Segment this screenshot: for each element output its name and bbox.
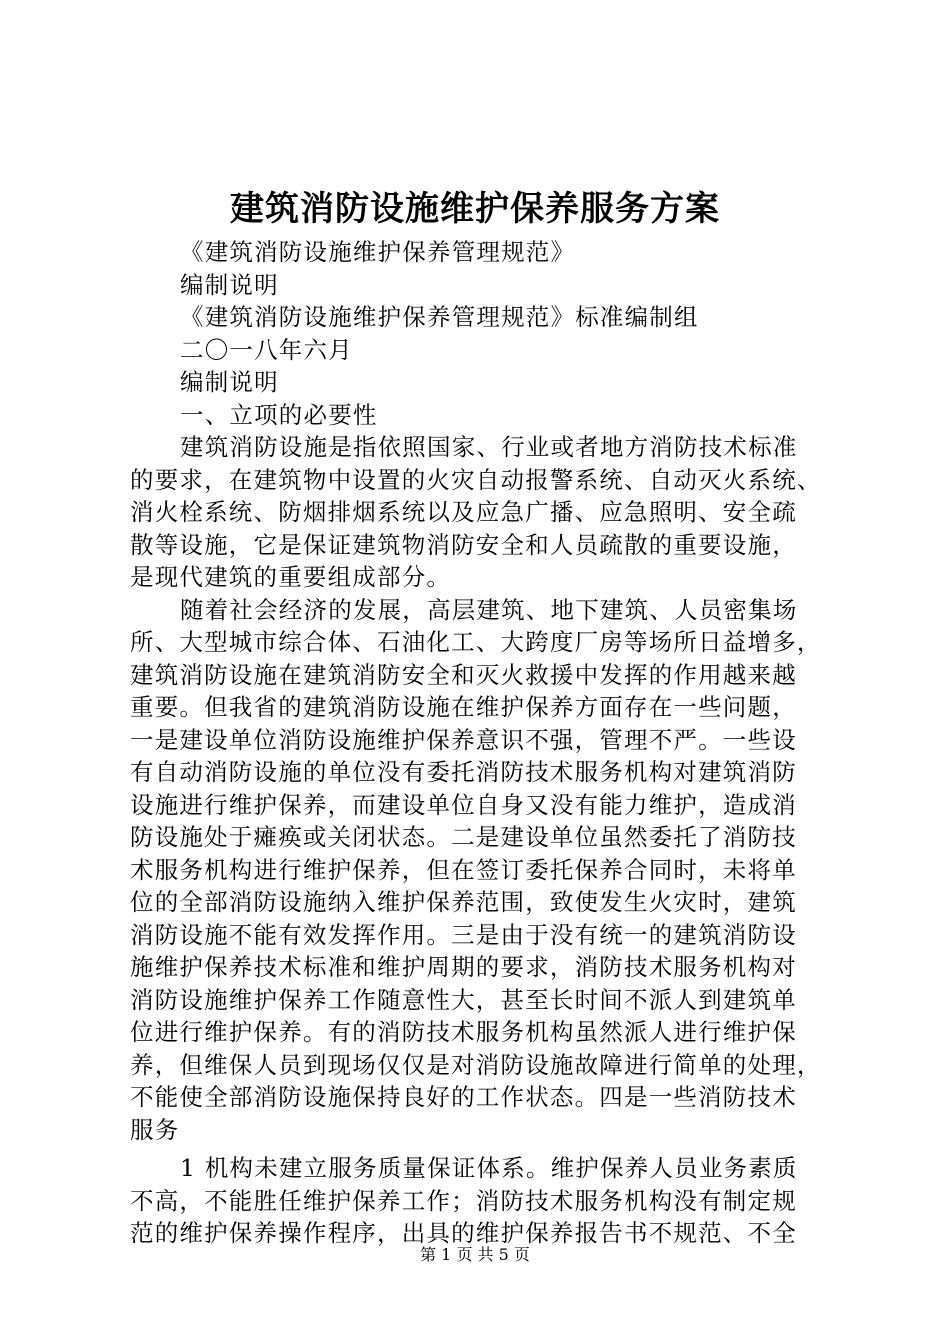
paragraph-line: 施维护保养技术标准和维护周期的要求，消防技术服务机构对	[130, 953, 797, 981]
paragraph-line: 的要求，在建筑物中设置的火灾自动报警系统、自动灭火系统、	[130, 465, 822, 494]
paragraph-line: 消防设施维护保养工作随意性大，甚至长时间不派人到建筑单	[130, 985, 797, 1014]
paragraph-line: 建筑消防设施是指依照国家、行业或者地方消防技术标准	[180, 433, 798, 461]
paragraph-line: 位进行维护保养。有的消防技术服务机构虽然派人进行维护保	[130, 1018, 797, 1046]
page-number-footer: 第 1 页 共 5 页	[420, 1245, 530, 1264]
paragraph-line: 一是建设单位消防设施维护保养意识不强，管理不严。一些设	[130, 725, 797, 754]
section-heading: 一、立项的必要性	[180, 400, 378, 429]
paragraph-line: 范的维护保养操作程序，出具的维护保养报告书不规范、不全	[130, 1219, 797, 1247]
paragraph-line: 重要。但我省的建筑消防设施在维护保养方面存在一些问题，	[130, 693, 797, 721]
paragraph-line: 有自动消防设施的单位没有委托消防技术服务机构对建筑消防	[130, 758, 797, 786]
paragraph-line: 不高，不能胜任维护保养工作；消防技术服务机构没有制定规	[130, 1186, 797, 1215]
paragraph-line: 1 机构未建立服务质量保证体系。维护保养人员业务素质	[180, 1154, 798, 1182]
paragraph-line: 防设施处于瘫痪或关闭状态。二是建设单位虽然委托了消防技	[130, 823, 797, 851]
paragraph-line: 服务	[130, 1115, 180, 1144]
paragraph-line: 设施进行维护保养，而建设单位自身又没有能力维护，造成消	[130, 790, 797, 819]
paragraph-line: 散等设施，它是保证建筑物消防安全和人员疏散的重要设施，	[130, 530, 797, 559]
document-body	[130, 236, 827, 1250]
paragraph-line: 建筑消防设施在建筑消防安全和灭火救援中发挥的作用越来越	[130, 660, 797, 689]
intro-line: 二〇一八年六月	[180, 335, 353, 364]
intro-line: 《建筑消防设施维护保养管理规范》标准编制组	[180, 303, 699, 331]
paragraph-line: 所、大型城市综合体、石油化工、大跨度厂房等场所日益增多，	[130, 628, 822, 656]
paragraph-line: 消防设施不能有效发挥作用。三是由于没有统一的建筑消防设	[130, 920, 797, 949]
intro-line: 《建筑消防设施维护保养管理规范》	[180, 238, 576, 266]
paragraph-line: 养，但维保人员到现场仅仅是对消防设施故障进行简单的处理，	[130, 1050, 822, 1079]
document-title: 建筑消防设施维护保养服务方案	[230, 189, 720, 229]
paragraph-line: 不能使全部消防设施保持良好的工作状态。四是一些消防技术	[130, 1083, 797, 1111]
paragraph-line: 位的全部消防设施纳入维护保养范围，致使发生火灾时，建筑	[130, 888, 797, 916]
paragraph-line: 随着社会经济的发展，高层建筑、地下建筑、人员密集场	[180, 595, 798, 624]
intro-line: 编制说明	[180, 270, 279, 299]
intro-line: 编制说明	[180, 368, 279, 396]
paragraph-line: 消火栓系统、防烟排烟系统以及应急广播、应急照明、安全疏	[130, 498, 797, 526]
paragraph-line: 是现代建筑的重要组成部分。	[130, 563, 452, 591]
paragraph-line: 术服务机构进行维护保养，但在签订委托保养合同时，未将单	[130, 855, 797, 884]
